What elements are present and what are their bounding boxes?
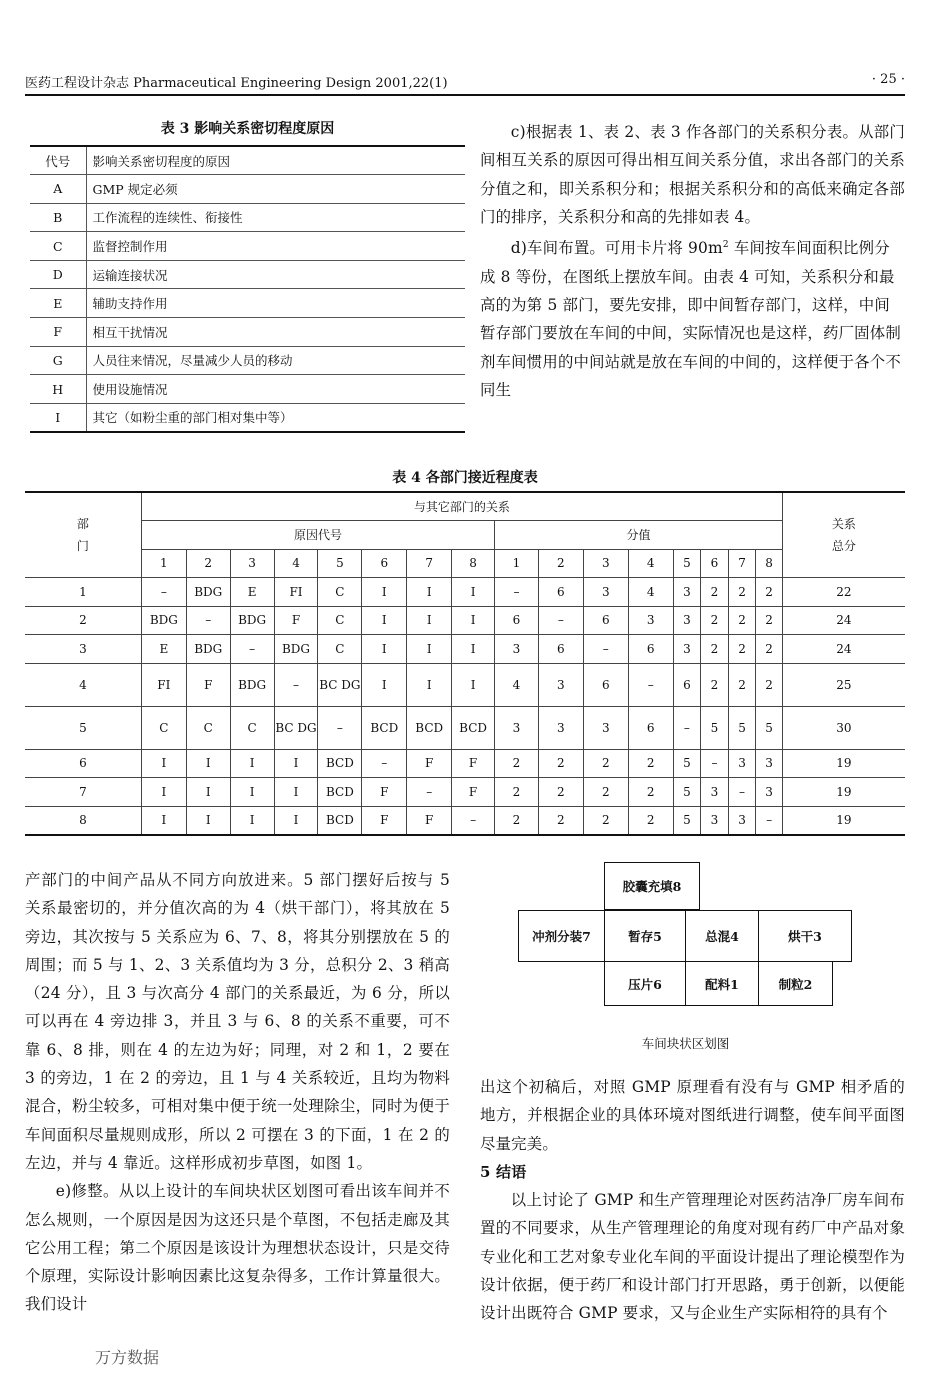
table4-reason-cell: – — [186, 606, 230, 635]
table4-score-cell: 4 — [628, 578, 673, 607]
table3-reason: 监督控制作用 — [86, 232, 465, 261]
table3-header-code: 代号 — [30, 146, 86, 175]
table4-reason-cell: I — [452, 635, 495, 664]
table3-caption: 表 3 影响关系密切程度原因 — [160, 121, 335, 137]
table4-reason-cell: I — [362, 663, 407, 706]
block-granulation-2: 制粒2 — [758, 961, 833, 1006]
table4-reason-cell: C — [141, 706, 186, 749]
table4-score-cell: 6 — [583, 606, 628, 635]
table-row — [25, 749, 905, 778]
table3-reason: 其它（如粉尘重的部门相对集中等） — [86, 403, 465, 432]
table4-score-cell: – — [673, 706, 701, 749]
table4-reason-cell: E — [230, 578, 274, 607]
table4-dept-header — [25, 492, 141, 578]
table4-dept-cell: 8 — [25, 806, 141, 835]
table4-score-col-2: 2 — [538, 549, 583, 578]
table4-score-cell: 2 — [583, 778, 628, 807]
table3-code: B — [30, 203, 86, 232]
table4-reason-cell: I — [230, 749, 274, 778]
table4-score-cell: 3 — [538, 663, 583, 706]
table4-reason-cell: E — [141, 635, 186, 664]
table4-score-cell: – — [628, 663, 673, 706]
table4-score-cell: 6 — [583, 663, 628, 706]
table4-score-cell: 3 — [495, 706, 539, 749]
table4-score-cell: 2 — [728, 606, 756, 635]
table4-reason-cell: – — [318, 706, 362, 749]
paragraph-d — [480, 231, 905, 404]
table4-score-cell: 5 — [673, 806, 701, 835]
table4-score-cell: – — [756, 806, 783, 835]
table4-score-cell: 3 — [728, 749, 756, 778]
table-row — [25, 578, 905, 607]
table4-score-cell: 2 — [495, 749, 539, 778]
table4-reason-cell: I — [362, 578, 407, 607]
superscript-2: 2 — [722, 240, 729, 251]
table4-header-row-2 — [25, 521, 905, 550]
table4-score-cell: 6 — [628, 706, 673, 749]
table-row — [30, 175, 465, 204]
left-column-bottom — [25, 866, 450, 1319]
table4-score-cell: 2 — [495, 778, 539, 807]
table4-score-col-4: 4 — [628, 549, 673, 578]
table4-score-cell: 2 — [583, 749, 628, 778]
table4-score-cell: 5 — [728, 706, 756, 749]
table4-reason-cell: BDG — [230, 606, 274, 635]
table4-score-cell: 3 — [728, 806, 756, 835]
table4-score-col-7: 7 — [728, 549, 756, 578]
table4-reason-cell: I — [407, 663, 452, 706]
table3-reason: 人员往来情况，尽量减少人员的移动 — [86, 346, 465, 375]
table4-reason-cell: – — [452, 806, 495, 835]
block-total-mixing-4: 总混4 — [685, 910, 759, 962]
figure-caption: 车间块状区划图 — [641, 1036, 730, 1051]
block-batching-1: 配料1 — [685, 961, 759, 1006]
table4-reason-cell: F — [274, 606, 318, 635]
table-row — [25, 706, 905, 749]
table4-reason-cell: I — [274, 806, 318, 835]
paragraph-conclusion: 以上讨论了 GMP 和生产管理理论对医药洁净厂房车间布置的不同要求，从生产管理理论的角度对现有药厂中产品对象专业化和工艺对象专业化车间的平面设计提出了理论模型作为设计依据，便于药厂和设计部门打开思路，勇于创新，以便能设计出既符合 GMP 要求，又与企业生产实际相符的具有个 — [480, 1191, 905, 1323]
table3-code: E — [30, 289, 86, 318]
table4-reason-cell: I — [141, 749, 186, 778]
table4-reason-cell: FI — [141, 663, 186, 706]
table4-total-cell: 22 — [782, 578, 905, 607]
table4-reason-cell: C — [318, 578, 362, 607]
table4-reason-cell: I — [362, 606, 407, 635]
table4-score-cell: 5 — [673, 749, 701, 778]
table4-score-cell: 2 — [583, 806, 628, 835]
table4-score-cell: 2 — [701, 663, 729, 706]
table4-reason-cell: I — [452, 578, 495, 607]
table-row — [25, 663, 905, 706]
table4-dept-cell: 5 — [25, 706, 141, 749]
table4-total-cell: 19 — [782, 749, 905, 778]
table4-score-cell: 5 — [756, 706, 783, 749]
table4-score-cell: – — [583, 635, 628, 664]
table4-reason-cell: I — [407, 578, 452, 607]
table-row — [25, 806, 905, 835]
block-tablet-pressing-6: 压片6 — [604, 961, 686, 1006]
table4-reason-cell: F — [407, 806, 452, 835]
table3-code: C — [30, 232, 86, 261]
table4-score-cell: 2 — [628, 778, 673, 807]
table4-reason-cell: I — [186, 806, 230, 835]
table4-score-cell: 3 — [701, 778, 729, 807]
table4-score-cell: – — [538, 606, 583, 635]
table4-reason-cell: BC DG — [318, 663, 362, 706]
table4-reason-cell: BC DG — [274, 706, 318, 749]
table4-reason-cell: BCD — [362, 706, 407, 749]
table4-reason-col-4: 4 — [274, 549, 318, 578]
table4-reason-cell: I — [452, 663, 495, 706]
table4-reason-cell: BDG — [186, 578, 230, 607]
table4-score-cell: 6 — [673, 663, 701, 706]
table4-reason-cell: BCD — [452, 706, 495, 749]
table4-score-col-3: 3 — [583, 549, 628, 578]
table4-reason-cell: C — [318, 635, 362, 664]
block-temporary-storage-5: 暂存5 — [604, 910, 686, 962]
table4-reason-cell: BDG — [141, 606, 186, 635]
table4-reason-col-3: 3 — [230, 549, 274, 578]
table4-reason-cell: I — [230, 778, 274, 807]
watermark: 万方数据 — [95, 1348, 160, 1367]
table4-score-cell: 6 — [538, 578, 583, 607]
table4-reason-cell: – — [274, 663, 318, 706]
table4-reason-cell: I — [186, 749, 230, 778]
table4-total-cell: 30 — [782, 706, 905, 749]
table4-reason-cell: I — [452, 606, 495, 635]
paragraph-c: c)根据表 1、表 2、表 3 作各部门的关系积分表。从部门间相互关系的原因可得出相互间关系分值，求出各部门的关系分值之和，即关系积分和；根据关系积分和的高低来确定各部门的排序，关系积分和高的先排如表 4。 — [480, 123, 905, 226]
table4-score-col-8: 8 — [756, 549, 783, 578]
table4-reason-col-8: 8 — [452, 549, 495, 578]
table3-code: H — [30, 375, 86, 404]
table4-dept-cell: 4 — [25, 663, 141, 706]
table4-score-cell: 3 — [673, 578, 701, 607]
table4-total-header — [782, 492, 905, 578]
table4-total-cell: 24 — [782, 635, 905, 664]
table4-reason-cell: BCD — [318, 749, 362, 778]
table4-reason-col-1: 1 — [141, 549, 186, 578]
table4-reason-col-2: 2 — [186, 549, 230, 578]
table-row — [30, 346, 465, 375]
table3-code: D — [30, 260, 86, 289]
block-granule-packing-7: 冲剂分装7 — [518, 910, 605, 962]
table4-score-cell: 2 — [756, 663, 783, 706]
table4-reason-cell: F — [362, 778, 407, 807]
table4-reason-cell: C — [230, 706, 274, 749]
table4-dept-cell: 1 — [25, 578, 141, 607]
table4-header-row-1 — [25, 492, 905, 521]
table4-score-cell: 4 — [495, 663, 539, 706]
table4-score-cell: 2 — [728, 663, 756, 706]
table4-reason-cell: F — [362, 806, 407, 835]
table4-score-cell: 2 — [756, 578, 783, 607]
table4-reason-cell: I — [230, 806, 274, 835]
table4-total-cell: 24 — [782, 606, 905, 635]
table4-total-cell: 25 — [782, 663, 905, 706]
table4-score-cell: 2 — [701, 578, 729, 607]
table-row — [25, 635, 905, 664]
table-row — [30, 232, 465, 261]
table4-reason-col-6: 6 — [362, 549, 407, 578]
table4-total-cell: 19 — [782, 806, 905, 835]
table4-score-cell: – — [701, 749, 729, 778]
table-row — [30, 203, 465, 232]
table4-reason-cell: – — [230, 635, 274, 664]
table4-score-cell: 6 — [495, 606, 539, 635]
table4-score-cell: 2 — [728, 635, 756, 664]
table4-reason-cell: F — [186, 663, 230, 706]
paragraph-continued: 产部门的中间产品从不同方向放进来。5 部门摆好后按与 5 关系最密切的，并分值次高的为 4（烘干部门），将其放在 5 旁边，其次按与 5 关系应为 6、7、8，将其分别摆放在 5 的周围；而 5 与 1、2、3 关系值均为 3 分，总积分 2、3 稍高（24 分），且 3 与次高分 4 部门的关系最近，为 6 分，所以可以再在 4 旁边排 3，并且 3 与 6、8 的关系不重要，可不靠 6、8 排，则在 4 的左边为好；同理，对 2 和 1，2 要在 3 的旁边，1 在 2 的旁边，且 1 与 4 关系较近，且均为物料混合，粉尘较多，可相对集中便于统一处理除尘，同时为便于车间面积尽量规则成形，所以 2 可摆在 3 的下面，1 在 2 的左边，并与 4 靠近。这样形成初步草图，如图 1。 — [25, 871, 451, 1172]
table4-caption: 表 4 各部门接近程度表 — [392, 470, 538, 486]
table4-score-cell: 3 — [583, 706, 628, 749]
table4-score-cell: 3 — [673, 635, 701, 664]
table4-reason-cell: BCD — [407, 706, 452, 749]
table4-score-cell: 2 — [628, 749, 673, 778]
table4-reason-cell: BDG — [274, 635, 318, 664]
table4-reason-cell: F — [407, 749, 452, 778]
table4-score-cell: 2 — [756, 635, 783, 664]
paragraph-d-start: d)车间布置。可用卡片将 90m — [510, 239, 723, 258]
table3-reason: GMP 规定必须 — [86, 175, 465, 204]
table4-score-cell: 3 — [756, 749, 783, 778]
table-row — [30, 318, 465, 347]
table4-score-cell: 2 — [538, 778, 583, 807]
header-rule — [25, 94, 905, 96]
table-row — [30, 375, 465, 404]
table4-reason-col-5: 5 — [318, 549, 362, 578]
table4-score-cell: 2 — [701, 606, 729, 635]
table3-reason: 辅助支持作用 — [86, 289, 465, 318]
block-capsule-filling-8: 胶囊充填8 — [604, 862, 700, 910]
table-row — [30, 260, 465, 289]
table-row — [25, 606, 905, 635]
page-number: · 25 · — [871, 72, 905, 87]
table4-reason-cell: BDG — [186, 635, 230, 664]
table4-reason-cell: BCD — [318, 778, 362, 807]
table4-reason-cell: I — [141, 778, 186, 807]
table4-score-cell: 2 — [728, 578, 756, 607]
table4-reason-cell: I — [186, 778, 230, 807]
table4-score-cell: 3 — [628, 606, 673, 635]
right-column-bottom — [480, 1073, 905, 1328]
table4-score-cell: – — [728, 778, 756, 807]
table4-score-cell: 6 — [628, 635, 673, 664]
table4-reason-cell: I — [407, 635, 452, 664]
table4-reason-header: 原因代号 — [141, 521, 494, 550]
table4-reason-cell: I — [362, 635, 407, 664]
table4-score-header: 分值 — [495, 521, 783, 550]
table4-score-cell: 3 — [673, 606, 701, 635]
table4-dept-cell: 3 — [25, 635, 141, 664]
table4 — [25, 491, 905, 836]
table4-score-cell: 3 — [495, 635, 539, 664]
table4-dept-header-text: 部门 — [76, 517, 89, 553]
paragraph-d-rest: 车间按车间面积比例分成 8 等份，在图纸上摆放车间。由表 4 可知，关系积分和最高的为第 5 部门，要先安排，即中间暂存部门，这样，中间暂存部门要放在车间的中间，实际情况也是这样，药厂固体制剂车间惯用的中间站就是放在车间的中间的，这样便于各个不同生 — [480, 239, 901, 399]
table4-reason-cell: C — [318, 606, 362, 635]
table4-score-cell: – — [495, 578, 539, 607]
table4-score-cell: 3 — [701, 806, 729, 835]
table4-score-col-1: 1 — [495, 549, 539, 578]
table3-reason: 使用设施情况 — [86, 375, 465, 404]
table3-reason: 运输连接状况 — [86, 260, 465, 289]
table4-score-cell: 2 — [495, 806, 539, 835]
table4-dept-cell: 6 — [25, 749, 141, 778]
table4-score-cell: 2 — [628, 806, 673, 835]
table3-header-row — [30, 146, 465, 175]
table4-dept-cell: 7 — [25, 778, 141, 807]
table4-reason-cell: I — [407, 606, 452, 635]
paragraph-e: e)修整。从以上设计的车间块状区划图可看出该车间并不怎么规则，一个原因是因为这还只是个草图，不包括走廊及其它公用工程；第二个原因是该设计为理想状态设计，只是交待个原理，实际设计影响因素比这复杂得多，工作计算量很大。我们设计 — [25, 1182, 450, 1314]
table4-reason-cell: I — [141, 806, 186, 835]
table4-score-col-5: 5 — [673, 549, 701, 578]
table-row — [25, 778, 905, 807]
section-heading-conclusion: 5 结语 — [480, 1162, 527, 1181]
table3-reason: 工作流程的连续性、衔接性 — [86, 203, 465, 232]
table4-reason-col-7: 7 — [407, 549, 452, 578]
table4-total-header-text: 关系总分 — [831, 517, 856, 553]
table3 — [30, 145, 465, 433]
table4-reason-cell: – — [407, 778, 452, 807]
table4-reason-cell: BCD — [318, 806, 362, 835]
table-row — [30, 403, 465, 432]
table-row — [30, 289, 465, 318]
table4-reason-cell: I — [274, 778, 318, 807]
right-column-top — [480, 118, 905, 404]
table4-score-cell: 5 — [701, 706, 729, 749]
table4-score-cell: 5 — [673, 778, 701, 807]
table4-reason-cell: BDG — [230, 663, 274, 706]
table4-reason-cell: – — [362, 749, 407, 778]
table3-code: I — [30, 403, 86, 432]
table4-reason-cell: FI — [274, 578, 318, 607]
table4-reason-cell: F — [452, 778, 495, 807]
table4-reason-cell: C — [186, 706, 230, 749]
table3-reason: 相互干扰情况 — [86, 318, 465, 347]
paragraph-revision-continued: 出这个初稿后，对照 GMP 原理看有没有与 GMP 相矛盾的地方，并根据企业的具体环境对图纸进行调整，使车间平面图尽量完美。 — [480, 1078, 905, 1153]
block-drying-3: 烘干3 — [758, 910, 852, 962]
table4-score-cell: 2 — [701, 635, 729, 664]
table4-score-cell: 3 — [538, 706, 583, 749]
table4-total-cell: 19 — [782, 778, 905, 807]
table3-code: F — [30, 318, 86, 347]
table3-code: A — [30, 175, 86, 204]
table4-score-cell: 2 — [538, 806, 583, 835]
table4-dept-cell: 2 — [25, 606, 141, 635]
table4-score-cell: 2 — [538, 749, 583, 778]
journal-header: 医药工程设计杂志 Pharmaceutical Engineering Design 2001,22(1) — [25, 76, 448, 91]
table3-header-reason: 影响关系密切程度的原因 — [86, 146, 465, 175]
table4-column-numbers — [25, 549, 905, 578]
table4-score-cell: 3 — [756, 778, 783, 807]
table4-reason-cell: – — [141, 578, 186, 607]
table4-score-cell: 6 — [538, 635, 583, 664]
table4-reason-cell: I — [274, 749, 318, 778]
table3-code: G — [30, 346, 86, 375]
table4-reason-cell: F — [452, 749, 495, 778]
table4-relation-header: 与其它部门的关系 — [141, 492, 782, 521]
table4-score-cell: 3 — [583, 578, 628, 607]
table4-score-col-6: 6 — [701, 549, 729, 578]
table4-score-cell: 2 — [756, 606, 783, 635]
